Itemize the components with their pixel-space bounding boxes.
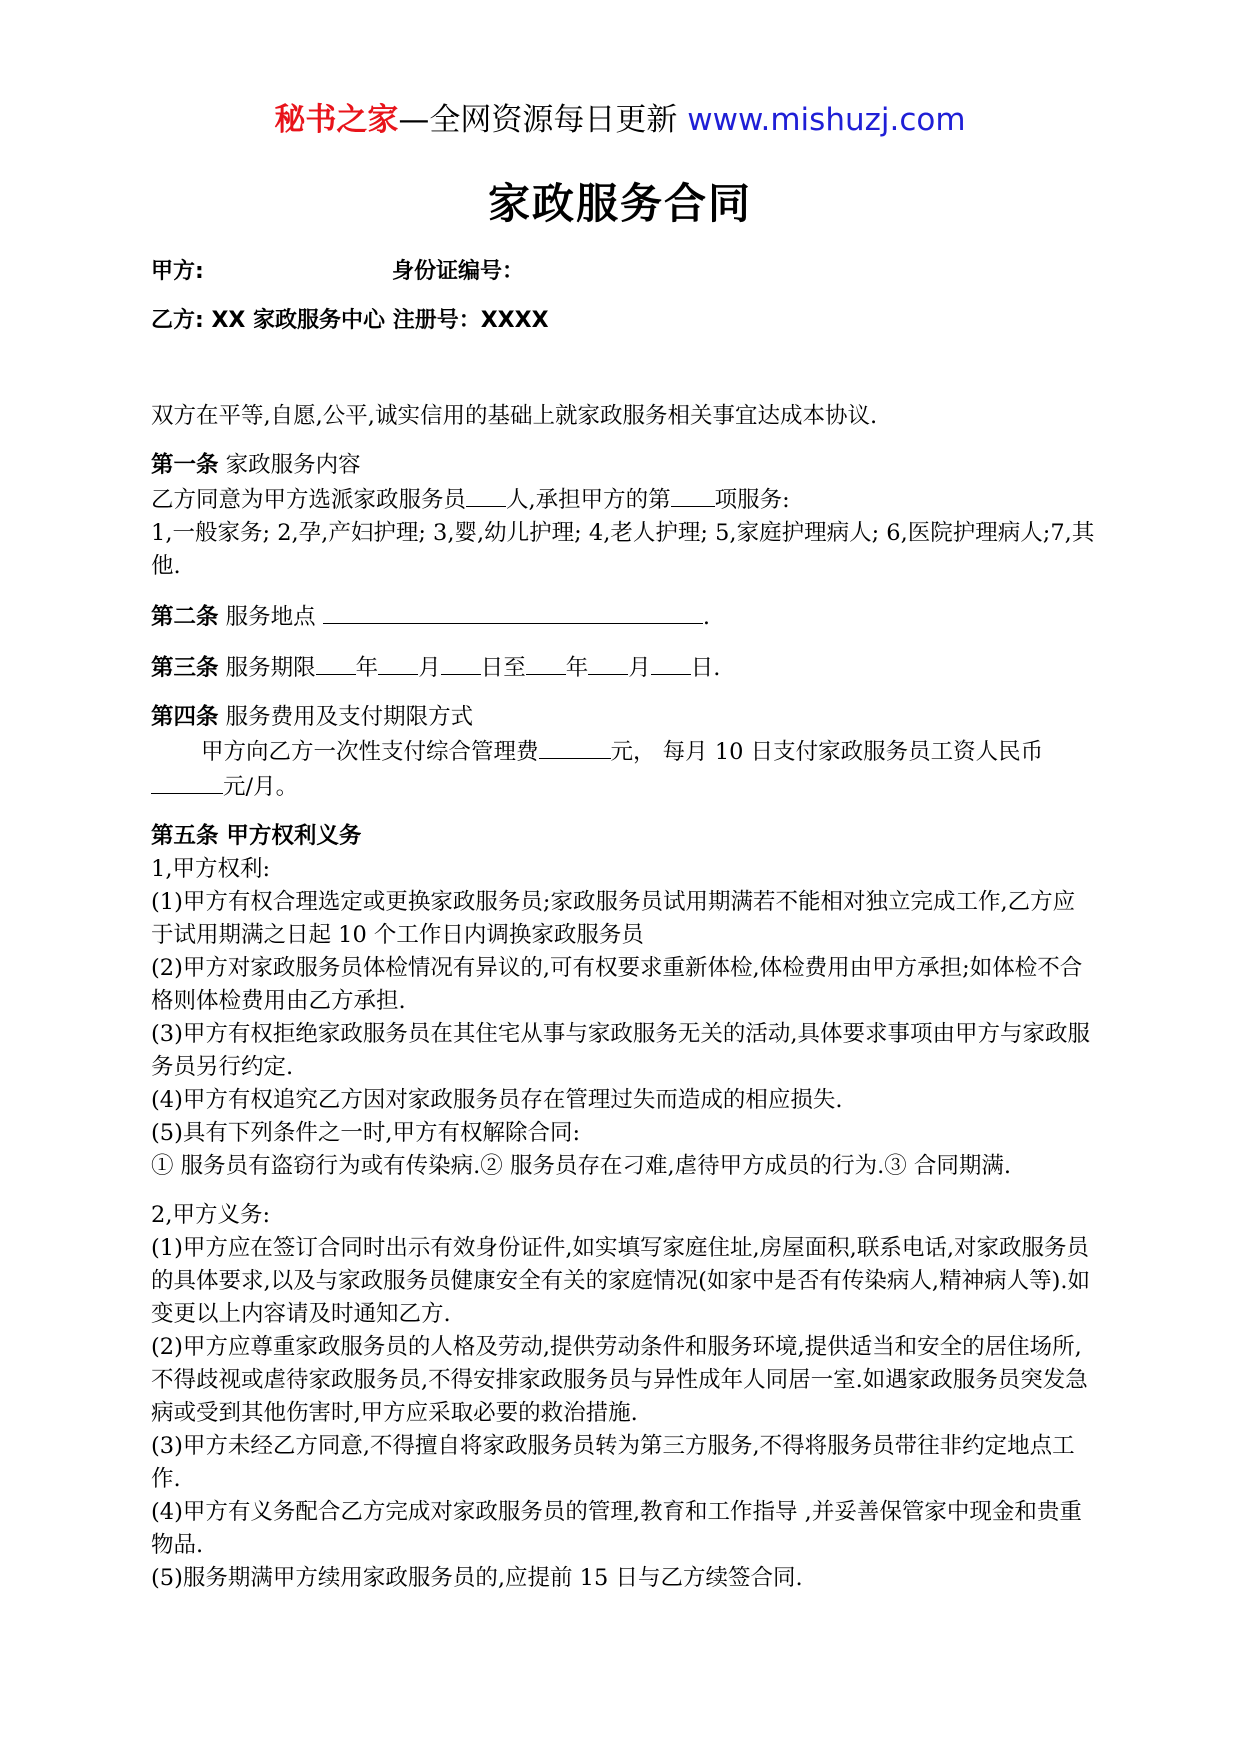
article-1-text-b: 人,承担甲方的第 [506,487,671,513]
end-year-blank [526,650,566,675]
service-location-blank [323,599,703,624]
article-3-title: 服务期限 [218,655,316,681]
month-label: 月 [628,655,651,681]
intro-paragraph: 双方在平等,自愿,公平,诚实信用的基础上就家政服务相关事宜达成本协议. [151,403,878,429]
article-4-title: 服务费用及支付期限方式 [218,704,474,730]
end-day-blank [651,650,691,675]
party-a-line [151,257,525,287]
day-end-label: 日. [690,655,721,681]
rights-item: ① 服务员有盗窃行为或有传染病.② 服务员存在刁难,虐待甲方成员的行为.③ 合同期满. [151,1153,1012,1179]
start-year-blank [316,650,356,675]
article-3-line [151,650,1096,685]
end-month-blank [588,650,628,675]
party-a-label: 甲方: [151,259,204,284]
rights-item: (2)甲方对家政服务员体检情况有异议的,可有权要求重新体检,体检费用由甲方承担;如体检不合格则体检费用由乙方承担. [151,955,1083,1014]
party-b-line: 乙方: XX 家政服务中心 注册号：XXXX [151,308,549,333]
duties-item: (2)甲方应尊重家政服务员的人格及劳动,提供劳动条件和服务环境,提供适当和安全的居住场所,不得歧视或虐待家政服务员,不得安排家政服务员与异性成年人同居一室.如遇家政服务员突发急病或受到其他伤害时,甲方应采取必要的救治措施. [151,1334,1088,1426]
header-tagline: —全网资源每日更新 [398,102,678,138]
staff-count-blank [466,482,506,507]
article-4-text-c: 元/月。 [223,774,299,800]
brand-name: 秘书之家 [274,102,399,138]
article-1-line-1 [151,482,1096,517]
id-number-label: 身份证编号： [392,259,525,284]
rights-item: (1)甲方有权合理选定或更换家政服务员;家政服务员试用期满若不能相对独立完成工作,乙方应于试用期满之日起 10 个工作日内调换家政服务员 [151,889,1076,948]
article-1-title: 家政服务内容 [218,452,361,478]
contract-body [151,400,1096,1595]
day-to-label: 日至 [480,655,526,681]
duties-title: 2,甲方义务: [151,1202,271,1228]
site-url[interactable]: www.mishuzj.com [687,102,966,138]
year-label: 年 [565,655,589,681]
start-day-blank [441,650,481,675]
year-label: 年 [355,655,379,681]
rights-title: 1,甲方权利: [151,856,271,882]
article-1-line-2: 1,一般家务; 2,孕,产妇护理; 3,婴,幼儿护理; 4,老人护理; 5,家庭护理病人; 6,医院护理病人;7,其他. [151,520,1095,579]
article-5-heading: 第五条 甲方权利义务 [151,823,362,849]
article-4-text-a: 甲方向乙方一次性支付综合管理费 [201,739,539,765]
article-1-text-c: 项服务: [714,487,790,513]
site-header [0,100,1240,140]
article-1-heading: 第一条 [151,452,219,478]
rights-item: (4)甲方有权追究乙方因对家政服务员存在管理过失而造成的相应损失. [151,1087,843,1113]
duties-item: (1)甲方应在签订合同时出示有效身份证件,如实填写家庭住址,房屋面积,联系电话,对家政服务员的具体要求,以及与家政服务员健康安全有关的家庭情况(如家中是否有传染病人,精神病人等).如变更以上内容请及时通知乙方. [151,1235,1091,1327]
article-4-text [151,734,1096,804]
article-2-end: . [702,604,710,630]
start-month-blank [378,650,418,675]
article-3-heading: 第三条 [151,655,219,681]
rights-item: (5)具有下列条件之一时,甲方有权解除合同: [151,1120,581,1146]
article-2-title: 服务地点 [218,604,323,630]
management-fee-blank [539,734,611,759]
article-4-text-b: 元， 每月 10 日支付家政服务员工资人民币 [610,739,1044,765]
article-1-heading-line [151,449,1096,482]
rights-item: (3)甲方有权拒绝家政服务员在其住宅从事与家政服务无关的活动,具体要求事项由甲方与家政服务员另行约定. [151,1021,1091,1080]
duties-item: (5)服务期满甲方续用家政服务员的,应提前 15 日与乙方续签合同. [151,1565,803,1591]
service-item-blank [671,482,715,507]
duties-item: (3)甲方未经乙方同意,不得擅自将家政服务员转为第三方服务,不得将服务员带往非约定地点工作. [151,1433,1075,1492]
duties-item: (4)甲方有义务配合乙方完成对家政服务员的管理,教育和工作指导 ,并妥善保管家中现金和贵重物品. [151,1499,1082,1558]
article-2-line [151,599,1096,634]
document-title: 家政服务合同 [487,179,752,228]
month-label: 月 [418,655,441,681]
article-1-text-a: 乙方同意为甲方选派家政服务员 [151,487,467,513]
monthly-wage-blank [151,769,223,794]
article-2-heading: 第二条 [151,604,219,630]
article-4-heading: 第四条 [151,704,219,730]
article-4-heading-line [151,701,1096,734]
